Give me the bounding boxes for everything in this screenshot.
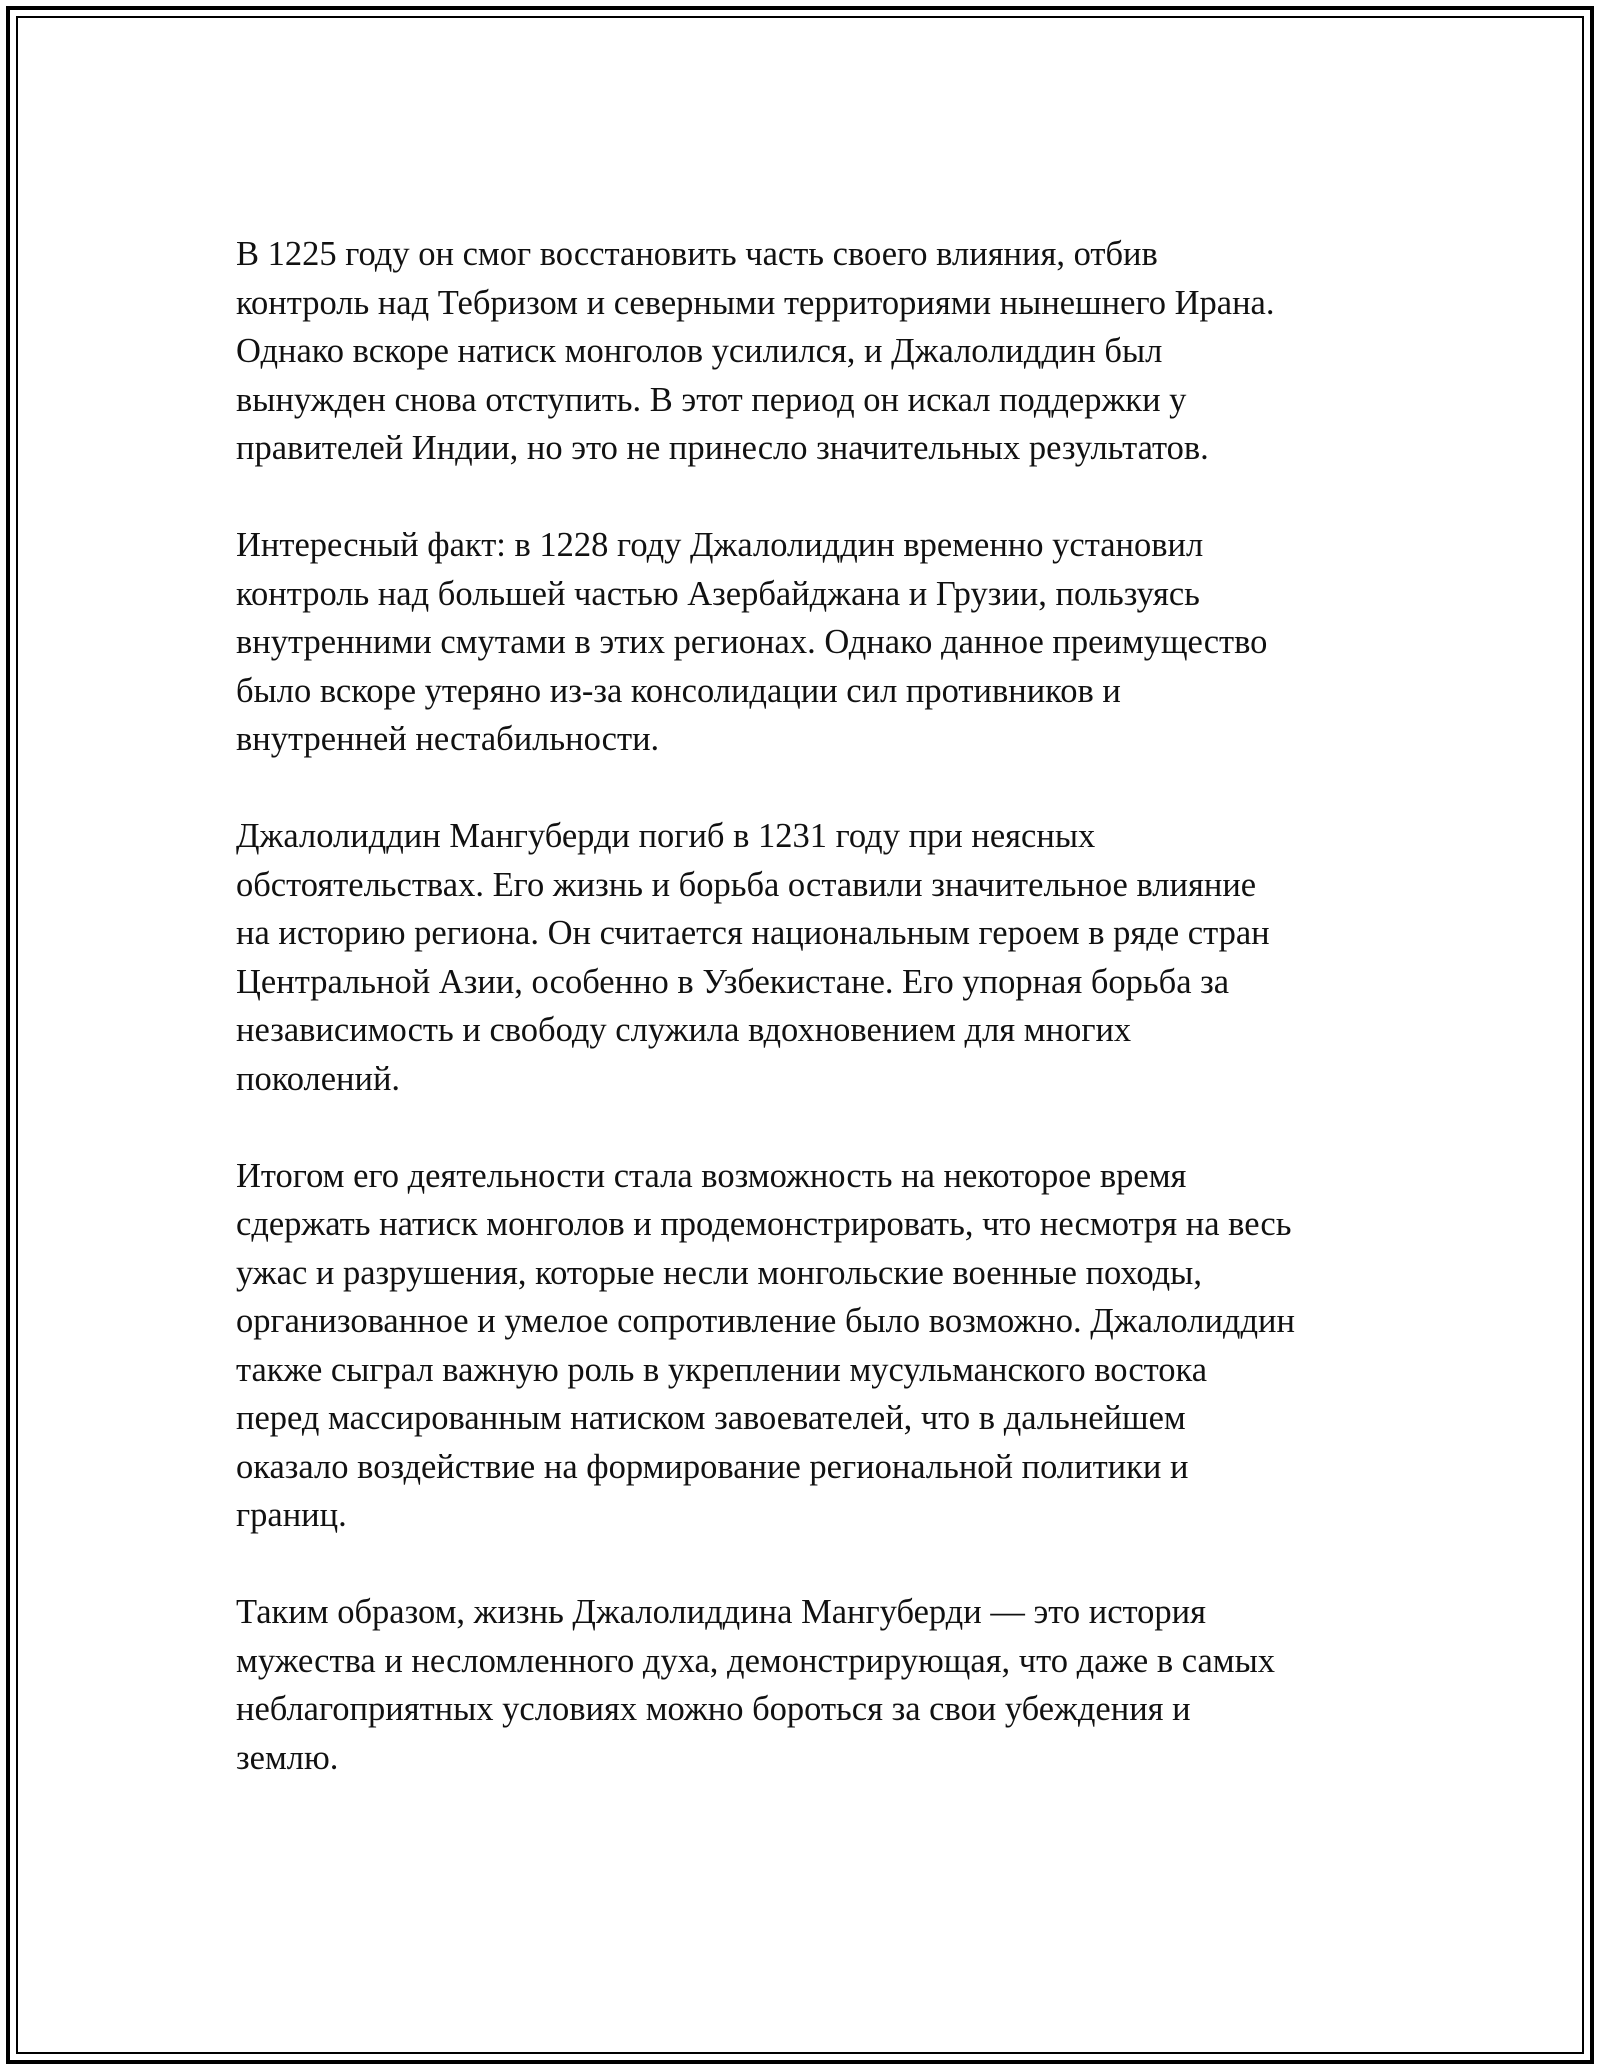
- paragraph-3: Джалолиддин Мангуберди погиб в 1231 году при неясных обстоятельствах. Его жизнь и борьба оставили значительное влияние на историю региона. Он считается национальным героем в ряде стран Центральной Азии, особенно в Узбекистане. Его упорная борьба за независимость и свободу служила вдохновением для многих поколений.: [236, 817, 1270, 1098]
- paragraph-4: Итогом его деятельности стала возможность на некоторое время сдержать натиск монголов и продемонстрировать, что несмотря на весь ужас и разрушения, которые несли монгольские военные походы, организованное и умелое сопротивление было возможно. Джалолиддин также сыграл важную роль в укреплении мусульманского востока перед массированным натиском завоевателей, что в дальнейшем оказало воздействие на формирование региональной политики и границ.: [236, 1156, 1295, 1534]
- paragraph-2: Интересный факт: в 1228 году Джалолиддин временно установил контроль над большей частью Азербайджана и Грузии, пользуясь внутренними смутами в этих регионах. Однако данное преимущество было вскоре утеряно из-за консолидации сил противников и внутренней нестабильности.: [236, 526, 1268, 758]
- document-body: [236, 230, 1396, 1782]
- paragraph-1: В 1225 году он смог восстановить часть своего влияния, отбив контроль над Тебризом и северными территориями нынешнего Ирана. Однако вскоре натиск монголов усилился, и Джалолиддин был вынужден снова отступить. В этот период он искал поддержки у правителей Индии, но это не принесло значительных результатов.: [236, 235, 1275, 467]
- paragraph-5: Таким образом, жизнь Джалолиддина Мангуберди — это история мужества и несломленного духа, демонстрирующая, что даже в самых неблагоприятных условиях можно бороться за свои убеждения и землю.: [236, 1593, 1276, 1777]
